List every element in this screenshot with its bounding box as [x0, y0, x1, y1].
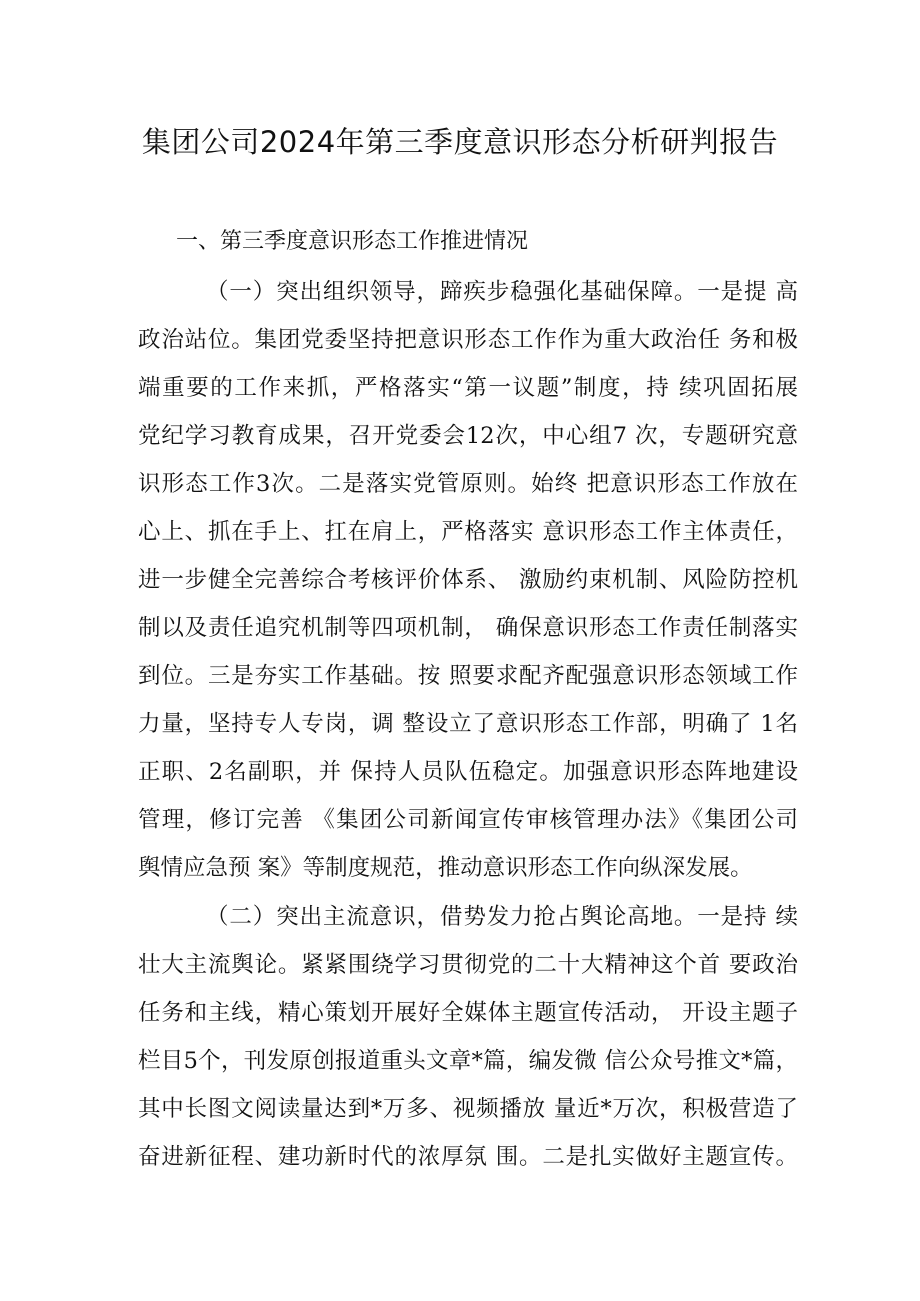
paragraph-line: 心上、抓在手上、扛在肩上，严格落实 意识形态工作主体责任，: [138, 519, 798, 545]
paragraph-line: 栏目5个，刊发原创报道重头文章*篇，编发微 信公众号推文*篇，: [138, 1048, 798, 1074]
paragraph-line: 管理，修订完善 《集团公司新闻宣传审核管理办法》《集团公司: [138, 807, 798, 833]
paragraph-line: 党纪学习教育成果，召开党委会12次，中心组7 次，专题研究意: [138, 423, 798, 449]
paragraph-line: 制以及责任追究机制等四项机制， 确保意识形态工作责任制落实: [138, 615, 798, 641]
paragraph-line: 到位。三是夯实工作基础。按 照要求配齐配强意识形态领域工作: [138, 663, 798, 689]
paragraph-line: （一）突出组织领导，蹄疾步稳强化基础保障。一是提 高: [206, 279, 798, 305]
paragraph-mainstream-awareness: [138, 893, 798, 1181]
paragraph-line: （二）突出主流意识，借势发力抢占舆论高地。一是持 续: [206, 904, 798, 930]
paragraph-line: 识形态工作3次。二是落实党管原则。始终 把意识形态工作放在: [138, 471, 798, 497]
paragraph-line: 端重要的工作来抓，严格落实“第一议题”制度，持 续巩固拓展: [138, 375, 798, 401]
paragraph-line: 舆情应急预 案》等制度规范，推动意识形态工作向纵深发展。: [138, 855, 753, 881]
paragraph-line: 奋进新征程、建功新时代的浓厚氛 围。二是扎实做好主题宣传。: [138, 1144, 798, 1170]
paragraph-line: 政治站位。集团党委坚持把意识形态工作作为重大政治任 务和极: [138, 327, 798, 353]
paragraph-line: 正职、2名副职，并 保持人员队伍稳定。加强意识形态阵地建设: [138, 759, 798, 785]
paragraph-line: 进一步健全完善综合考核评价体系、 激励约束机制、风险防控机: [138, 567, 798, 593]
paragraph-line: 任务和主线，精心策划开展好全媒体主题宣传活动， 开设主题子: [138, 1000, 798, 1026]
paragraph-line: 其中长图文阅读量达到*万多、视频播放 量近*万次，积极营造了: [138, 1096, 798, 1122]
paragraph-line: 力量，坚持专人专岗，调 整设立了意识形态工作部，明确了 1名: [138, 711, 798, 737]
document-title: 集团公司2024年第三季度意识形态分析研判报告: [141, 125, 779, 159]
paragraph-line: 壮大主流舆论。紧紧围绕学习贯彻党的二十大精神这个首 要政治: [138, 952, 798, 978]
paragraph-organization-leadership: [138, 268, 798, 892]
section-heading: 一、第三季度意识形态工作推进情况: [176, 229, 529, 254]
